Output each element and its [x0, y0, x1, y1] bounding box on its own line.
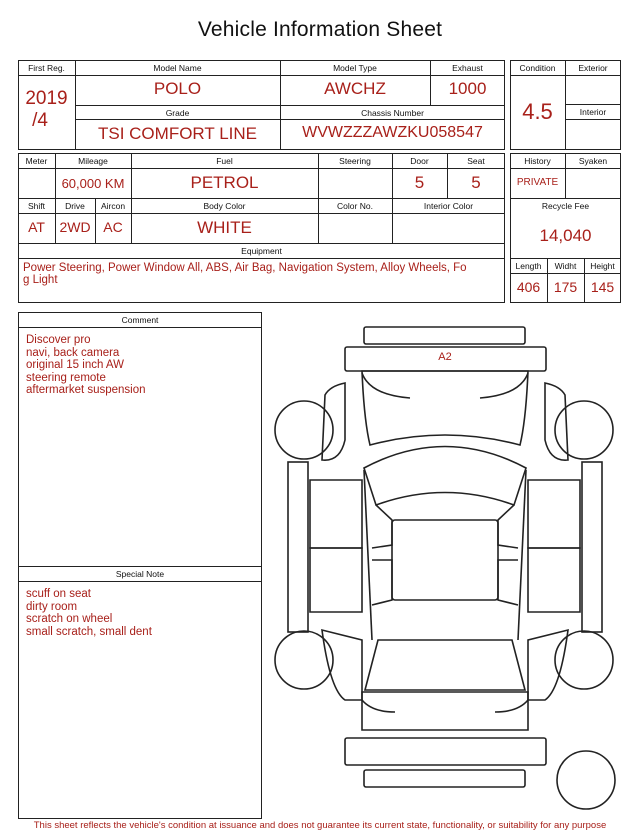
rear-door-left — [310, 548, 362, 612]
first-reg-label: First Reg. — [28, 63, 65, 73]
mileage-value: 60,000 KM — [61, 176, 125, 191]
front-door-right — [528, 480, 580, 548]
history-label: History — [524, 156, 551, 166]
steering-label: Steering — [339, 156, 371, 166]
chassis-value: WVWZZZAWZKU058547 — [302, 124, 483, 141]
hood — [362, 371, 528, 445]
wheel-rear-left — [275, 631, 333, 689]
front-door-left — [310, 480, 362, 548]
exhaust-label: Exhaust — [452, 63, 483, 73]
height-label: Height — [590, 261, 615, 271]
headlight-right — [480, 373, 528, 398]
rear-window-left — [372, 560, 392, 605]
drive-label: Drive — [65, 201, 85, 211]
fuel-label: Fuel — [216, 156, 233, 166]
aircon-value: AC — [103, 219, 123, 235]
aircon-label: Aircon — [100, 201, 126, 211]
color-no-label: Color No. — [337, 201, 373, 211]
condition-value: 4.5 — [522, 99, 553, 124]
windshield — [364, 447, 526, 506]
shift-label: Shift — [27, 201, 45, 211]
fuel-value: PETROL — [190, 173, 259, 192]
sheet-title: Vehicle Information Sheet — [197, 18, 443, 41]
body-color-label: Body Color — [203, 201, 246, 211]
side-sill-left — [288, 462, 308, 632]
seat-label: Seat — [467, 156, 485, 166]
first-reg-month: /4 — [32, 110, 48, 131]
roof — [392, 520, 498, 600]
length-label: Length — [515, 261, 542, 271]
spare-wheel — [557, 751, 615, 809]
special-note-label: Special Note — [115, 569, 165, 579]
front-window-left — [372, 505, 392, 548]
chassis-label: Chassis Number — [361, 108, 424, 118]
recycle-fee-value: 14,040 — [539, 226, 592, 245]
width-label: Widht — [554, 261, 577, 271]
rear-window — [365, 640, 525, 690]
comment-text: Discover pro navi, back camera original 15 inch AW steering remote aftermarket suspension — [26, 334, 146, 396]
exhaust-value: 1000 — [448, 79, 487, 98]
wheel-front-left — [275, 401, 333, 459]
first-reg-year: 2019 — [25, 88, 68, 109]
drive-value: 2WD — [59, 219, 91, 235]
taillight-left — [362, 700, 395, 712]
side-sill-right — [582, 462, 602, 632]
taillight-right — [495, 700, 528, 712]
width-value: 175 — [553, 279, 578, 295]
exterior-label: Exterior — [578, 63, 608, 73]
condition-label: Condition — [519, 63, 556, 73]
grade-value: TSI COMFORT LINE — [97, 124, 257, 143]
rear-bumper-bottom — [364, 770, 525, 787]
model-name-label: Model Name — [153, 63, 202, 73]
grade-label: Grade — [165, 108, 190, 118]
recycle-fee-label: Recycle Fee — [541, 201, 590, 211]
equipment-value: Power Steering, Power Window All, ABS, Air Bag, Navigation System, Alloy Wheels, Fo g Light — [23, 262, 467, 286]
model-type-value: AWCHZ — [324, 79, 386, 98]
syaken-label: Syaken — [578, 156, 608, 166]
headlight-left — [362, 373, 410, 398]
model-type-label: Model Type — [333, 63, 377, 73]
length-value: 406 — [516, 279, 541, 295]
rear-door-right — [528, 548, 580, 612]
mileage-label: Mileage — [78, 156, 108, 166]
special-note-text: scuff on seat dirty room scratch on wheel small scratch, small dent — [26, 588, 152, 638]
interior-color-label: Interior Color — [423, 201, 474, 211]
wheel-front-right — [555, 401, 613, 459]
damage-mark-a2: A2 — [438, 351, 452, 363]
front-window-right — [498, 505, 518, 548]
rear-fender-left — [322, 630, 362, 700]
height-value: 145 — [590, 279, 615, 295]
comment-label: Comment — [121, 315, 159, 325]
disclaimer-footer: This sheet reflects the vehicle's condition at issuance and does not guarantee its current state, functionality, or suitability for any purpose — [33, 820, 607, 831]
shift-value: AT — [28, 219, 45, 235]
interior-label: Interior — [579, 107, 607, 117]
roof-left-edge — [364, 470, 372, 640]
door-label: Door — [410, 156, 429, 166]
body-color-value: WHITE — [197, 218, 252, 237]
history-value: PRIVATE — [516, 177, 559, 188]
rear-window-right — [498, 560, 518, 605]
seat-value: 5 — [471, 173, 481, 192]
rear-bumper — [345, 738, 546, 765]
roof-right-edge — [518, 470, 526, 640]
model-name-value: POLO — [153, 79, 202, 98]
equipment-label: Equipment — [241, 246, 282, 256]
meter-label: Meter — [25, 156, 48, 166]
front-bumper-top — [364, 327, 525, 344]
door-value: 5 — [414, 173, 425, 192]
